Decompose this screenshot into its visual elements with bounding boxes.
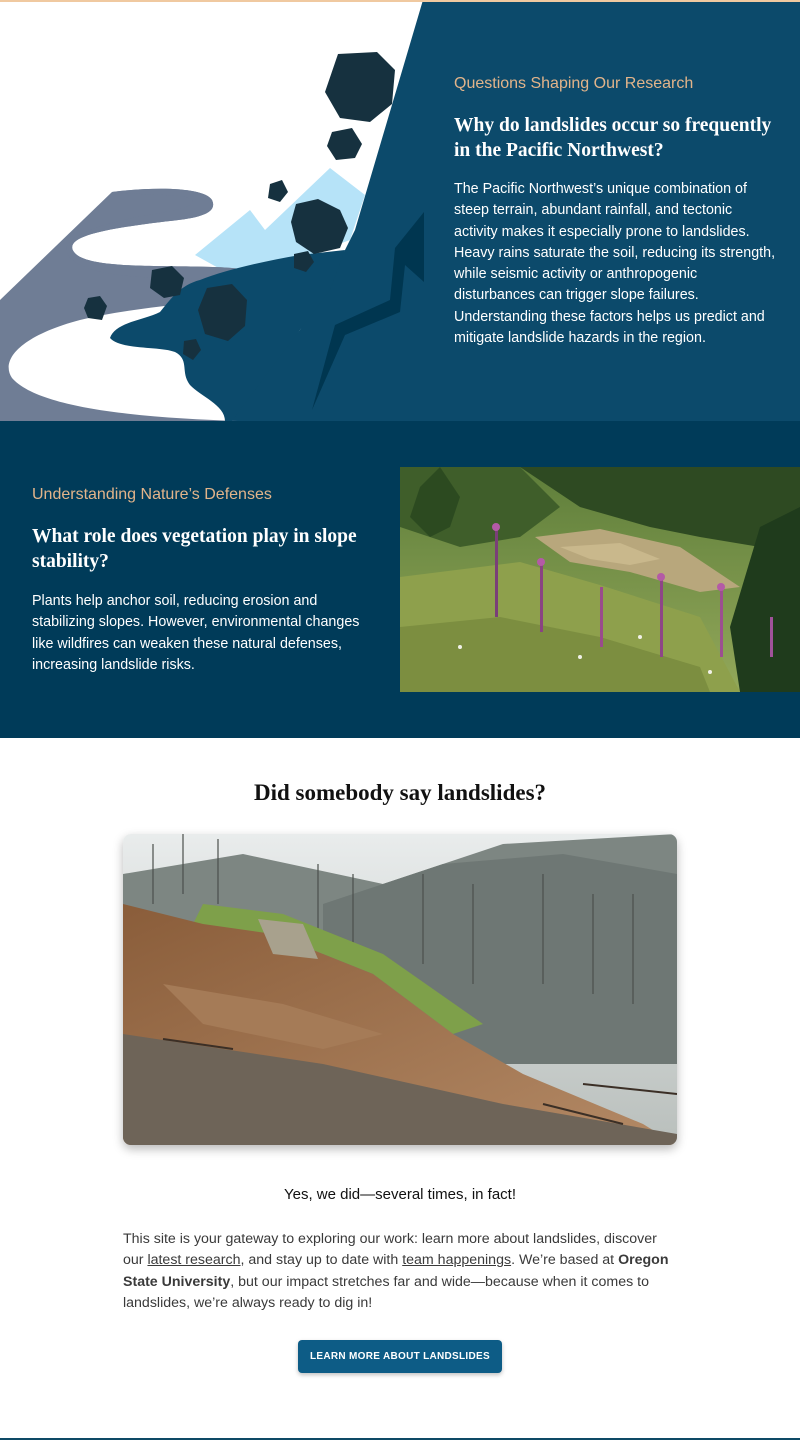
hero-section — [0, 0, 800, 421]
intro-text-4: , but our impact stretches far and wide—because when it comes to landslides, we’re always ready to dig in! — [123, 1273, 649, 1311]
hillside-foxglove-image — [400, 467, 800, 692]
intro-text-2: , and stay up to date with — [240, 1252, 403, 1269]
vegetation-heading: What role does vegetation play in slope stability? — [32, 526, 357, 572]
vegetation-eyebrow: Understanding Nature’s Defenses — [32, 486, 272, 503]
vegetation-section — [0, 421, 800, 738]
hero-eyebrow: Questions Shaping Our Research — [454, 75, 694, 92]
intro-text-1: This site is your gateway to exploring our work: learn more about landslides, discover our — [123, 1231, 657, 1269]
vegetation-text-block — [32, 485, 372, 676]
learn-more-button[interactable]: LEARN MORE ABOUT LANDSLIDES — [298, 1340, 502, 1373]
intro-tagline: Yes, we did—several times, in fact! — [283, 1186, 517, 1203]
vegetation-body: Plants help anchor soil, reducing erosion and stabilizing slopes. However, environmental changes like wildfires can weaken these natural defenses, increasing landslide risks. — [32, 593, 360, 673]
hero-text-block — [454, 74, 776, 349]
hero-heading: Why do landslides occur so frequently in the Pacific Northwest? — [454, 115, 772, 161]
landslide-photo — [123, 834, 677, 1145]
team-happenings-link[interactable]: team happenings — [402, 1252, 512, 1269]
burned-forest-landslide-image — [123, 834, 677, 1145]
intro-text-3: . We’re based at — [511, 1252, 619, 1269]
intro-paragraph — [123, 1229, 679, 1314]
latest-research-link[interactable]: latest research — [147, 1252, 241, 1269]
intro-title: Did somebody say landslides? — [253, 780, 547, 805]
intro-section — [0, 738, 800, 1438]
hero-body: The Pacific Northwest’s unique combination of steep terrain, abundant rainfall, and tectonic activity makes it especially prone to landslides. Heavy rains saturate the soil, reducing its strength, while seismic activity or anthropogenic disturbances can trigger slope failures. Understanding these factors helps us predict and mitigate landslide hazards in the region. — [454, 181, 776, 347]
vegetation-photo — [400, 467, 800, 692]
top-accent-line — [0, 0, 800, 2]
university-name: Oregon State University — [123, 1252, 669, 1290]
